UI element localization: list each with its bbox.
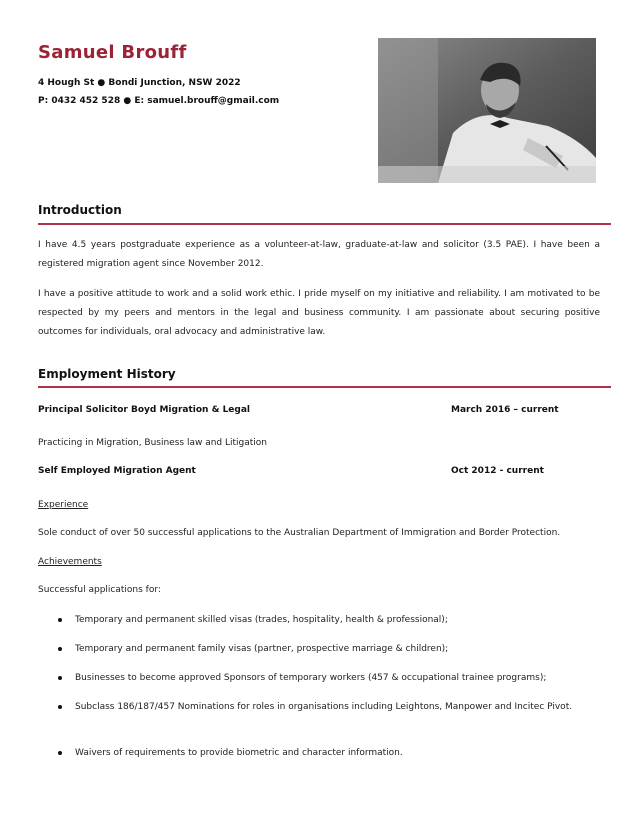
- job-title-2: Self Employed Migration Agent: [38, 466, 196, 476]
- bullet-icon: [58, 705, 62, 709]
- section-divider: [38, 223, 611, 225]
- bullet-icon: [58, 647, 62, 651]
- achievement-item: Subclass 186/187/457 Nominations for roles in organisations including Leightons, Manpower and Incitec Pivot.: [75, 702, 573, 712]
- achievement-item: Temporary and permanent family visas (partner, prospective marriage & children);: [75, 644, 449, 654]
- bullet-icon: [58, 618, 62, 622]
- job-description-1: Practicing in Migration, Business law and Litigation: [38, 438, 267, 448]
- job-date-2: Oct 2012 - current: [451, 466, 544, 476]
- job-date-1: March 2016 – current: [451, 405, 559, 415]
- candidate-name: Samuel Brouff: [38, 42, 187, 63]
- job-title-1: Principal Solicitor Boyd Migration & Legal: [38, 405, 251, 415]
- bullet-icon: [58, 751, 62, 755]
- achievement-item: Temporary and permanent skilled visas (trades, hospitality, health & professional);: [75, 615, 448, 625]
- address-line: 4 Hough St ● Bondi Junction, NSW 2022: [38, 78, 241, 88]
- achievement-item: Businesses to become approved Sponsors of temporary workers (457 & occupational trainee programs);: [75, 673, 547, 683]
- profile-photo: [378, 38, 596, 183]
- employment-heading: Employment History: [38, 367, 176, 381]
- intro-paragraph-1: I have 4.5 years postgraduate experience as a volunteer-at-law, graduate-at-law and solicitor (3.5 PAE). I have been a registered migration agent since November 2012.: [38, 240, 600, 269]
- experience-text: Sole conduct of over 50 successful applications to the Australian Department of Immigration and Border Protection.: [38, 528, 561, 538]
- section-divider: [38, 386, 611, 388]
- contact-line: P: 0432 452 528 ● E: samuel.brouff@gmail.com: [38, 96, 280, 106]
- achievement-item: Waivers of requirements to provide biometric and character information.: [75, 748, 403, 758]
- experience-heading: Experience: [38, 500, 89, 510]
- introduction-heading: Introduction: [38, 203, 122, 217]
- bullet-icon: [58, 676, 62, 680]
- intro-paragraph-2: I have a positive attitude to work and a solid work ethic. I pride myself on my initiative and reliability. I am motivated to be respected by my peers and mentors in the legal and business community. I am passionate about securing positive outcomes for individuals, oral advocacy and administrative law.: [38, 289, 600, 337]
- achievements-heading: Achievements: [38, 557, 102, 567]
- person-writing-photo-icon: [378, 38, 596, 183]
- achievements-intro: Successful applications for:: [38, 585, 161, 595]
